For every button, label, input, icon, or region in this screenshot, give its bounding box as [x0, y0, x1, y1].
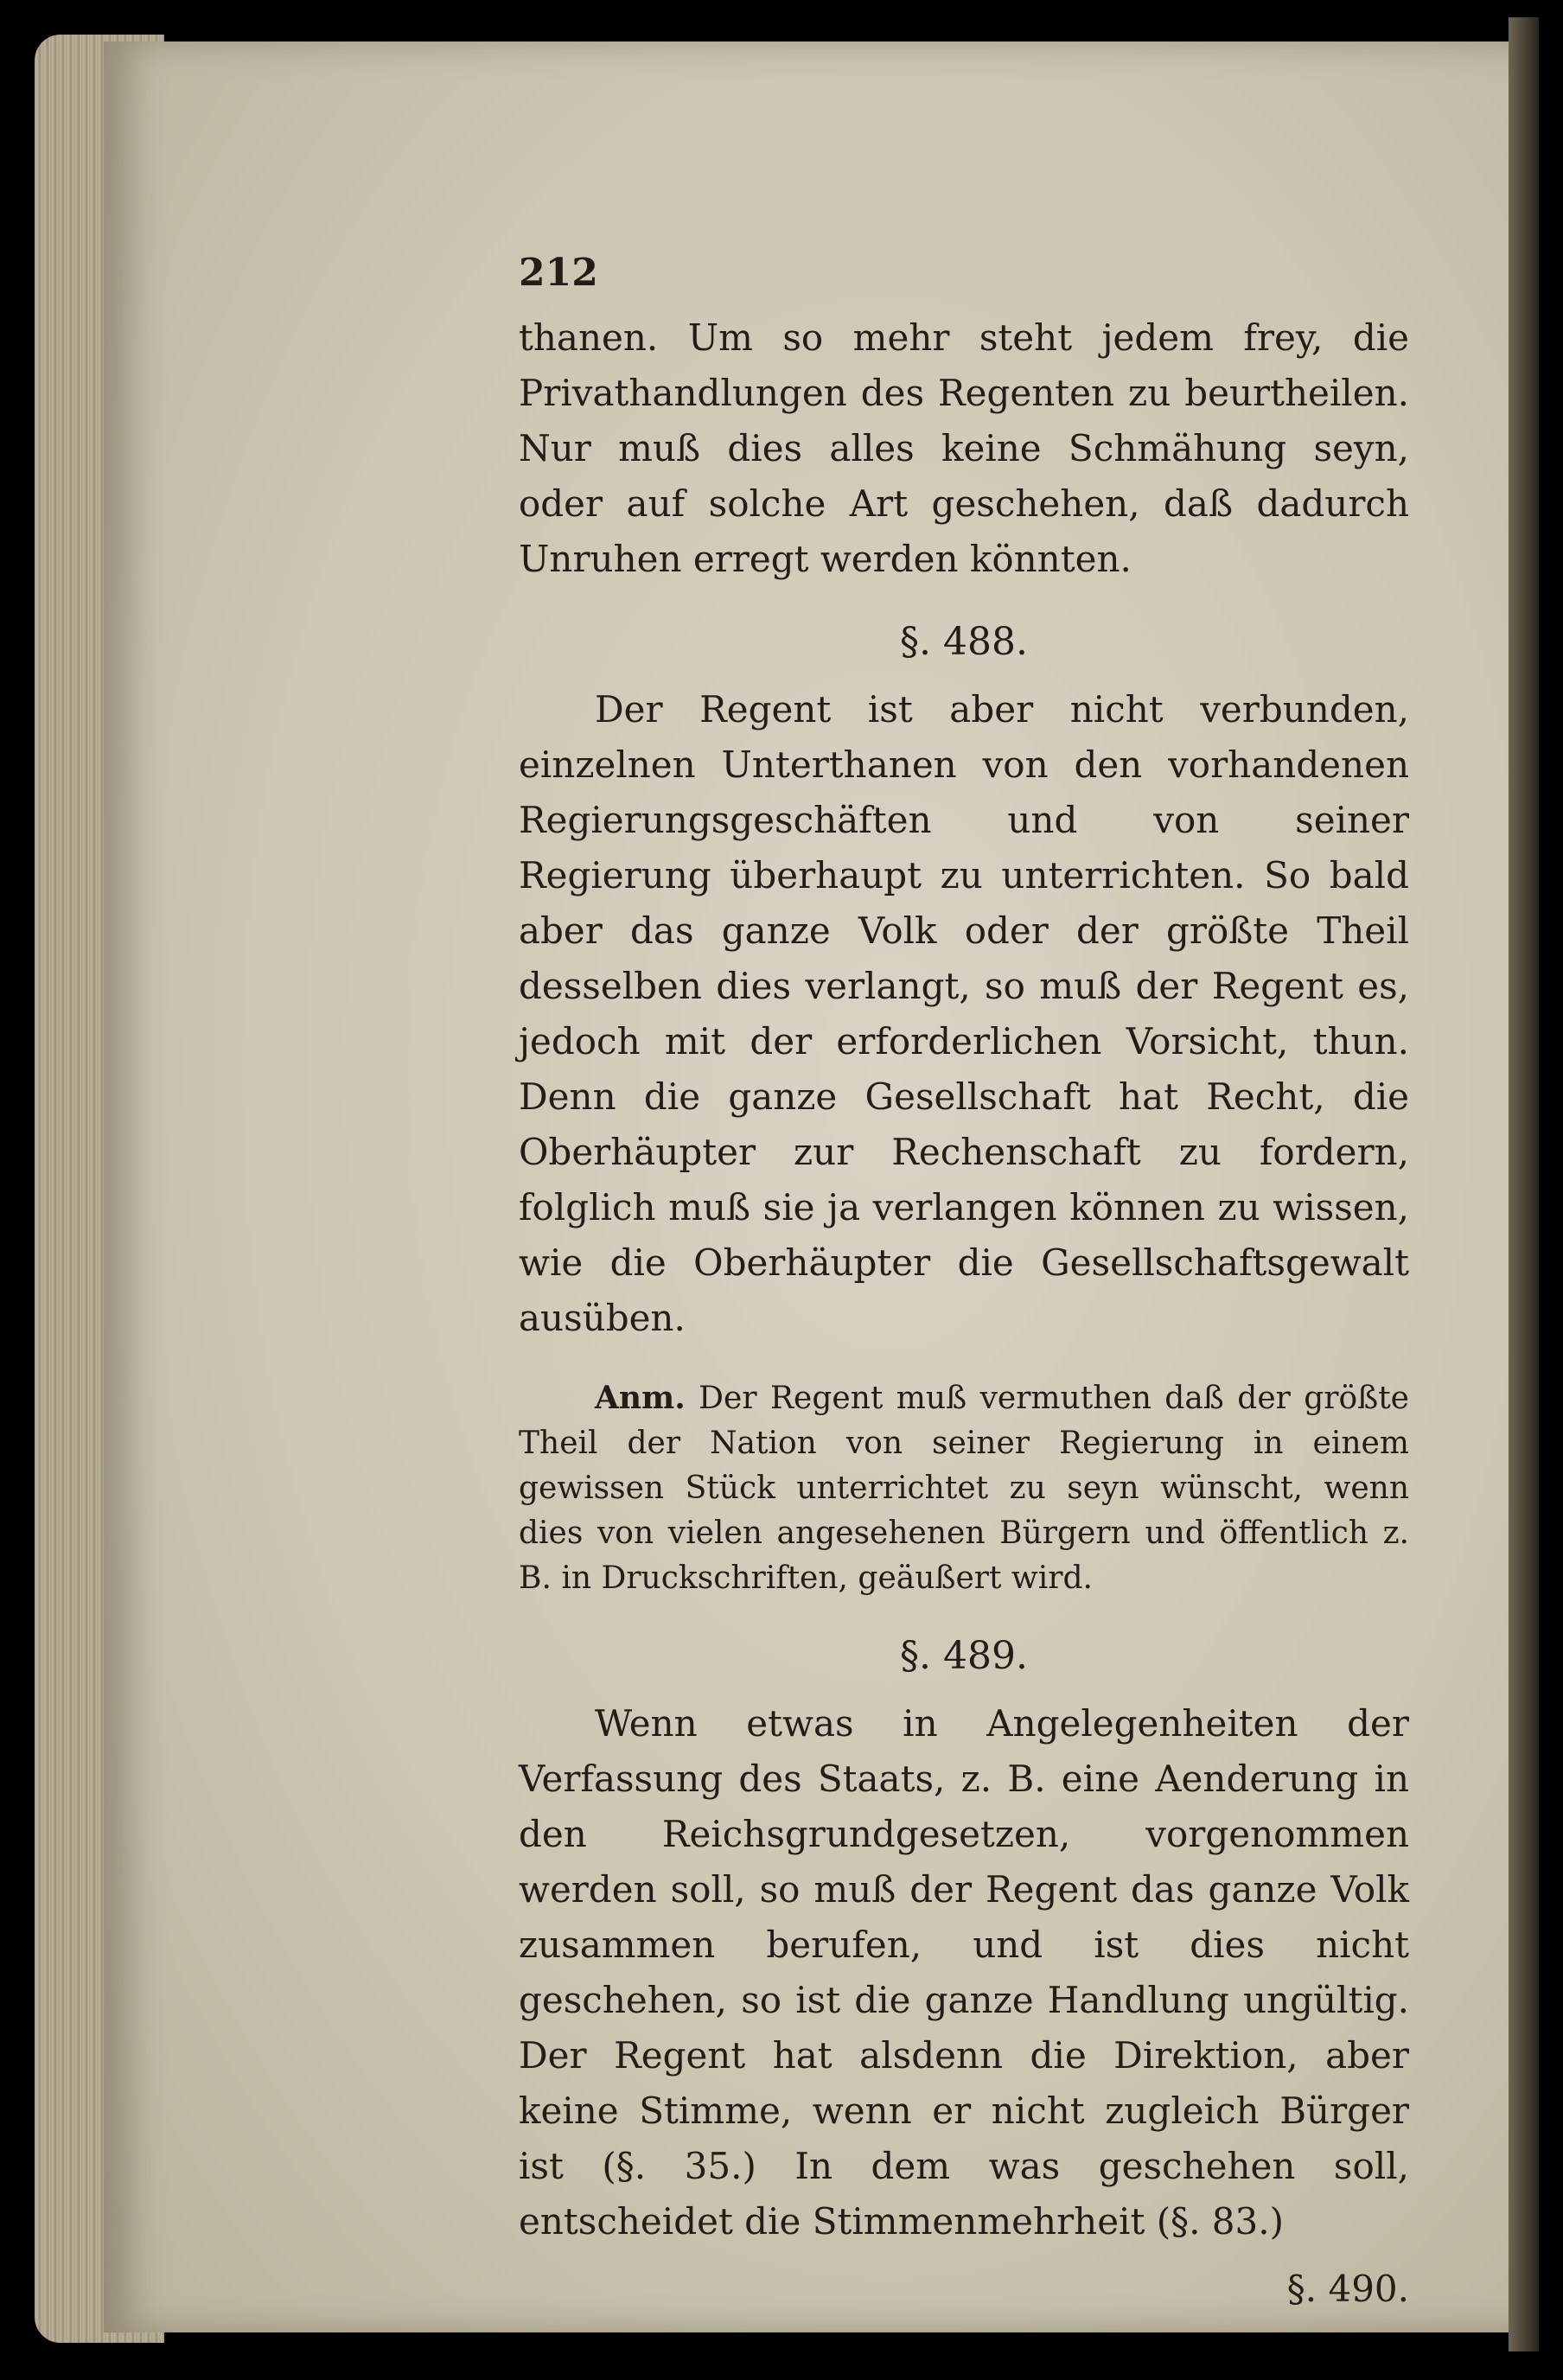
section-body-488: Der Regent ist aber nicht verbunden, einzelnen Unterthanen von den vorhandenen Regierungsgeschäften und von seiner Regierung überhaupt zu unterrichten. So bald aber das ganze Volk oder der größte Theil desselben dies verlangt, so muß der Regent es, jedoch mit der erforderlichen Vorsicht, thun. Denn die ganze Gesellschaft hat Recht, die Oberhäupter zur Rechenschaft zu fordern, folglich muß sie ja verlangen können zu wissen, wie die Oberhäupter die Gesellschaftsgewalt ausüben. — [519, 688, 1409, 1339]
section-body-489: Wenn etwas in Angelegenheiten der Verfassung des Staats, z. B. eine Aenderung in den Reichsgrundgesetzen, vorgenommen werden soll, so muß der Regent das ganze Volk zusammen berufen, und ist dies nicht geschehen, so ist die ganze Handlung ungültig. Der Regent hat alsdenn die Direktion, aber keine Stimme, wenn er nicht zugleich Bürger ist (§. 35.) In dem was geschehen soll, entscheidet die Stimmenmehrheit (§. 83.) — [519, 1702, 1409, 2243]
book-gutter — [1509, 17, 1539, 2351]
annotation-text: Der Regent muß vermuthen daß der größte Theil der Nation von seiner Regierung in einem gewissen Stück unterrichtet zu seyn wünscht, wenn dies von vielen angesehenen Bürgern und öffentlich z. B. in Druckschriften, geäußert wird. — [519, 1381, 1409, 1596]
annotation-label: Anm. — [595, 1380, 686, 1416]
page-content — [519, 251, 1409, 2317]
catchword: §. 490. — [1286, 2268, 1409, 2310]
page-number: 212 — [519, 251, 598, 295]
section-heading-488: §. 488. — [900, 620, 1028, 664]
opening-paragraph: thanen. Um so mehr steht jedem frey, die Privathandlungen des Regenten zu beurtheilen. Nur muß dies alles keine Schmähung seyn, oder auf solche Art geschehen, daß dadurch Unruhen erregt werden könnten. — [519, 316, 1409, 580]
annotation-note — [519, 1375, 1409, 1601]
section-heading-489: §. 489. — [900, 1634, 1028, 1678]
